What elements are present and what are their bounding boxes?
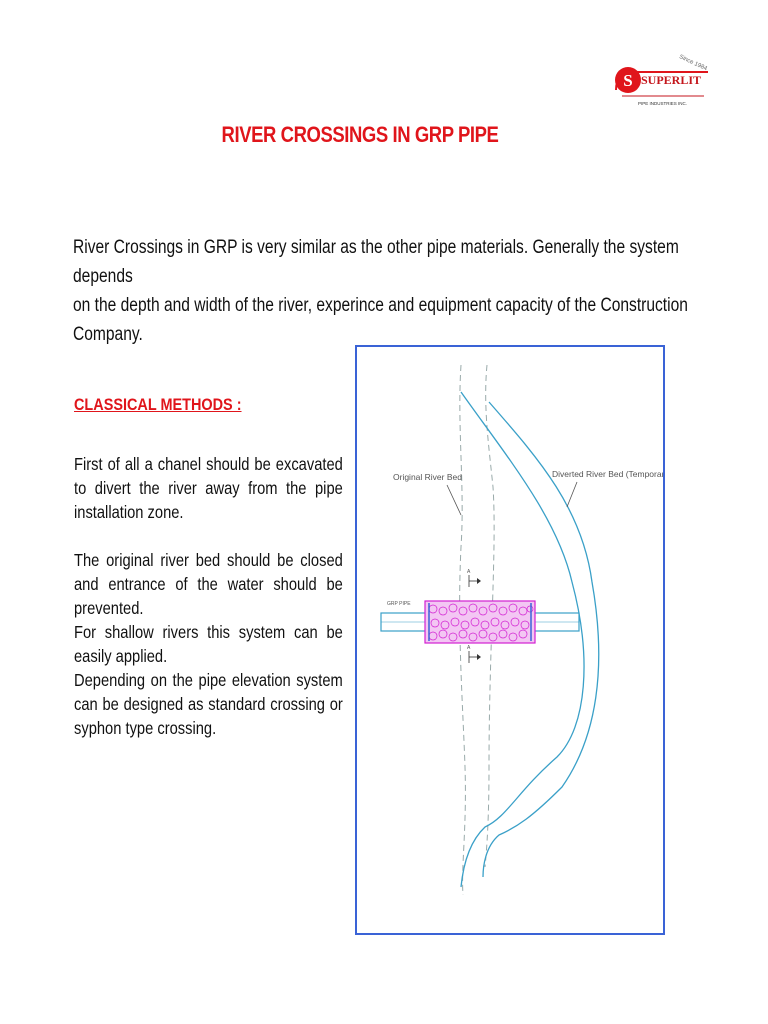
method-description <box>74 452 343 740</box>
paragraph: First of all a chanel should be excavated to divert the river away from the pipe installation zone. <box>74 454 343 522</box>
company-logo <box>608 50 718 120</box>
original-river-label: Original River Bed <box>393 472 462 482</box>
section-mark-bottom: A <box>467 645 471 651</box>
paragraph: Depending on the pipe elevation system can be designed as standard crossing or syphon type crossing. <box>74 670 343 738</box>
paragraph: For shallow rivers this system can be easily applied. <box>74 622 343 666</box>
paragraph: The original river bed should be closed and entrance of the water should be prevented. <box>74 550 343 618</box>
svg-text:S: S <box>623 71 633 90</box>
logo-since: Since 1984 <box>678 54 708 73</box>
logo-tagline: PIPE INDUSTRIES INC. <box>638 101 688 106</box>
pipe-label: GRP PIPE <box>387 601 411 607</box>
intro-line: Company. <box>73 324 143 345</box>
river-crossing-diagram <box>355 345 665 935</box>
section-heading: CLASSICAL METHODS : <box>74 395 242 414</box>
section-mark-top: A <box>467 569 471 575</box>
intro-line: River Crossings in GRP is very similar as the other pipe materials. Generally the system depends <box>73 237 679 287</box>
logo-brand: SUPERLIT <box>641 73 702 87</box>
page-title: RIVER CROSSINGS IN GRP PIPE <box>221 122 499 147</box>
diverted-river-label: Diverted River Bed (Temporary) <box>552 469 663 479</box>
intro-paragraph <box>73 233 696 349</box>
intro-line: on the depth and width of the river, experince and equipment capacity of the Construction <box>73 295 688 316</box>
